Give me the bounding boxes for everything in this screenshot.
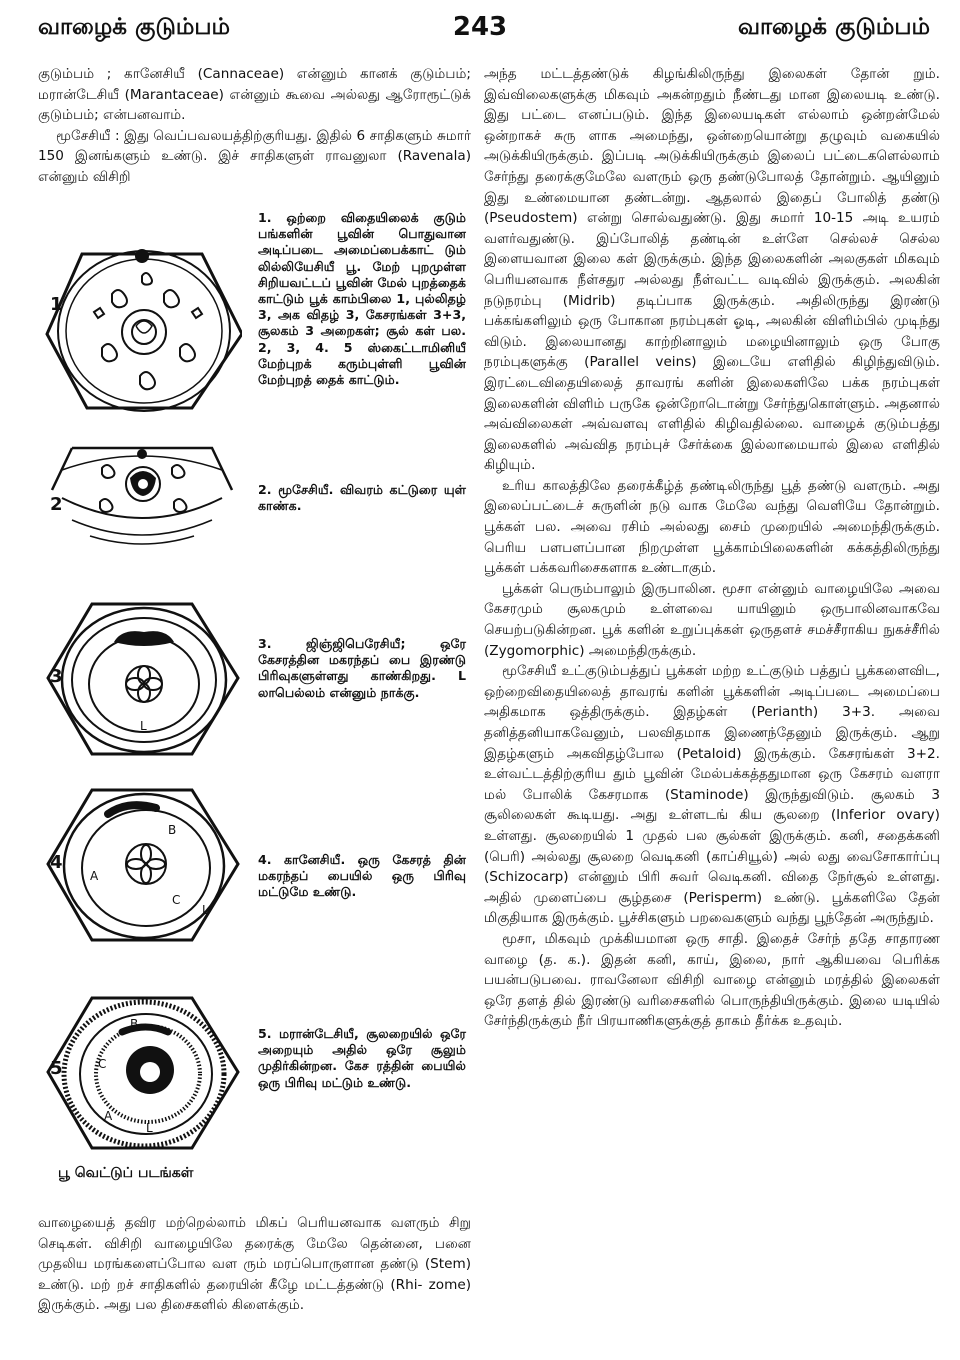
label-l: L — [140, 719, 147, 733]
paragraph: மூசேசியீ உட்குடும்பத்துப் பூக்கள் மற்ற உட்குடும் பத்துப் பூக்களைவிட, ஒற்றைவிதையிலைத் தாவரங் களின் பூக்களின் அடிப்படை அமைப்பை அதிகமாக ஒத்திருக்கும். இதழ்கள் (Perianth) 3+3. அவை தனித்தனியாகவேனும், பலவிதமாக இணைந்தேனும் இருக்கும். ஆறு இதழ்களும் அகவிதழ்போல (Petaloid) இருக்கும். கேசரங்கள் 3+2. உள்வட்டத்திற்குரிய தும் பூவின் மேல்பக்கத்ததுமான ஒரு கேசரம் வளரா மல் போலிக் கேசரமாக (Staminode) இருந்துவிடும். சூலகம் 3 சூலிலைகள் கூடியது. அது உள்ளடங் கிய சூலறை (Inferior ovary) உள்ளது. சூலறையில் 1 முதல் பல சூல்கள் இருக்கும். கனி, சதைக்கனி (பெரி) அல்லது சூலறை வெடிகனி (காப்சியூல்) அல் லது வைசோகார்ப்பு (Schizocarp) என்னும் பிரி சுவர் வெடிகனி. விதை நேர்சூல் உள்ளது. அதில் முளைப்பை சூழ்தசை (Perisperm) உண்டு. பூக்களிலே தேன் மிகுதியாக இருக்கும். பூச்சிகளும் பறவைகளும் வந்து பூந்தேன் அருந்தும். — [484, 663, 940, 927]
figure-4-diagram — [42, 784, 242, 944]
figure-4-caption: 4. கானேசியீ. ஒரு கேசரத் தின் மகரந்தப் பையில் ஒரு பிரிவு மட்டுமே உண்டு. — [258, 852, 466, 900]
figure-number: 1 — [50, 294, 63, 315]
figure-number: 4 — [50, 852, 63, 873]
figure-1-caption: 1. ஒற்றை விதையிலைக் குடும் பங்களின் பூவின் பொதுவான அடிப்படை அமைப்பைக்காட் டும் லில்லியேசியீ பூ. மேற் புறமுள்ள சிறியவட்டப் பூவின் மேல் புறத்தைக் காட்டும் பூக் காம்பிலை 1, புல்லிதழ் 3, அக விதழ் 3, கேசரங்கள் 3+3, சூலகம் 3 அறைகள்; சூல் கள் பல. 2, 3, 4. 5 ஸ்கைட்டாமினியீ மேற்புறக் கரும்புள்ளி பூவின் மேற்புறத் தைக் காட்டும். — [258, 210, 466, 388]
running-head-left: வாழைக் குடும்பம் — [38, 14, 230, 40]
figure-2-caption: 2. மூசேசியீ. விவரம் கட்டுரை யுள் காண்க. — [258, 482, 466, 514]
right-column — [484, 64, 940, 1032]
page-number: 243 — [452, 12, 508, 42]
figure-2-diagram — [42, 440, 242, 550]
figure-3-caption: 3. ஜிஞ்ஜிபெரேசியீ; ஒரே கேசரத்தின மகரந்தப் பை இரண்டு பிரிவுகளுள்ளது காண்கிறது. L லாபெல்லம் என்னும் நாக்கு. — [258, 636, 466, 700]
paragraph: குடும்பம் ; கானேசியீ (Cannaceae) என்னும் கானக் குடும்பம்; மரான்டேசியீ (Marantaceae) என்னும் கூவை அல்லது ஆரோரூட்டுக் குடும்பம்; என்பனவாம். — [38, 66, 471, 124]
running-head-right: வாழைக் குடும்பம் — [738, 14, 930, 40]
figure-5-caption: 5. மரான்டேசியீ, சூலறையில் ஒரே அறையும் அதில் ஒரே சூலும் முதிர்கின்றன. கேச ரத்தின் பையில் ஒரு பிரிவு மட்டும் உண்டு. — [258, 1026, 466, 1090]
label-l: L — [146, 1121, 153, 1135]
label-a: A — [90, 869, 99, 883]
label-b: B — [168, 823, 177, 837]
figure-number: 2 — [50, 494, 63, 515]
paragraph: மூசேசியீ : இது வெப்பவலயத்திற்குரியது. இதில் 6 சாதிகளும் சுமார் 150 இனங்களும் உண்டு. இச் சாதிகளுள் ராவனுலா (Ravenala) என்னும் விசிறி — [38, 127, 471, 185]
paragraph: மூசா, மிகவும் முக்கியமான ஒரு சாதி. இதைச் சேர்ந் ததே சாதாரண வாழை (த. க.). இதன் கனி, காய், இலை, நார் ஆகியவை பெரிக்க பயன்படுபவை. ராவனேலா விசிறி வாழை என்னும் மரத்தில் இலைகள் ஒரே தளத் தில் இரண்டு வரிசைகளில் பொருந்தியிருக்கும். இலை யடியில் சேர்ந்திருக்கும் நீர் பிரயாணிகளுக்குத் தாகம் தீர்க்க உதவும். — [484, 930, 940, 1030]
left-column-bottom — [38, 1213, 471, 1316]
figure-5-diagram — [42, 992, 242, 1152]
figure-number: 3 — [50, 666, 63, 687]
label-b: B — [130, 1017, 139, 1031]
paragraph: அந்த மட்டத்தண்டுக் கிழங்கிலிருந்து இலைகள் தோன் றும். இவ்விலைகளுக்கு மிகவும் அகன்றதும் நீண்டது மான இலையடி உண்டு. இது பட்டை எனப்படும். இந்த இலையடிகள் எல்லாம் ஒன்றன்மேல் ஒன்றாகச் சுரு ளாக அமைந்து, ஒன்றையொன்று தழுவும் வகையில் அடுக்கியிருக்கும். இப்படி அடுக்கியிருக்கும் இலைப் பட்டைகளெல்லாம் சேர்ந்து தரைக்குமேலே வளரும் ஒரு தண்டுபோலத் தோன்றும். ஆயினும் இது உண்மையான தண்டன்று. ஆதலால் இதைப் போலித் தண்டு (Pseudostem) என்று சொல்வதுண்டு. இது சுமார் 10-15 அடி உயரம் வளர்வதுண்டு. இப்போலித் தண்டின் உள்ளே செல்லச் செல்ல இளையவான இலை கள் இருக்கும். இந்த இலைகளின் அலகுகள் மிகவும் பெரியனவாக நீள்சதுர அல்லது நீள்வட்ட வடிவில் இருக்கும். அலகின் நடுநரம்பு (Midrib) தடிப்பாக இருக்கும். அதிலிருந்து இரண்டு பக்கங்களிலும் ஒரு போகான நரம்புகள் ஓடி, அலகின் விளிம்பில் முடிந்து விடும். இலையானது காற்றினாலும் மழையினாலும் ஒரு போகு நரம்புகளுக்கு (Parallel veins) இடையே எளிதில் கிழிந்துவிடும். இரட்டைவிதையிலைத் தாவரங் களின் இலைகளிலே பக்க நரம்புகள் இலைகளின் விளிம் பருகே ஒன்றோடொன்று சேர்ந்துகொள்ளும். அதனால் அவ்விலைகள் அவ்வளவு எளிதில் கிழிவதில்லை. வாழைக் குடும்பத்து இலைகளில் அவ்வித நரம்புச் சேர்க்கை இல்லாமையால் இலை எளிதில் கிழியும். — [484, 66, 940, 474]
figure-1-diagram — [42, 236, 242, 426]
paragraph: பூக்கள் பெரும்பாலும் இருபாலின. மூசா என்னும் வாழையிலே அவை கேசரமும் சூலகமும் உள்ளவை யாயினும் ஒருபாலினவாகவே செயற்படுகின்றன. பூக் களின் உறுப்புக்கள் ஒருதளச் சமச்சீராகிய நுகச்சீரில் (Zygomorphic) அமைந்திருக்கும். — [484, 580, 940, 659]
paragraph: உரிய காலத்திலே தரைக்கீழ்த் தண்டிலிருந்து பூத் தண்டு வளரும். அது இலைப்பட்டைச் சுருளின் நடு வாக மேலே வந்து வெளியே தோன்றும். பூக்கள் பல. அவை ரசிம் அல்லது சைம் முறையில் அமைந்திருக்கும். பெரிய பளபளப்பான நிறமுள்ள பூக்காம்பிலைகளின் கக்கத்திலிருந்து பூக்கள் பக்கவரிசைகளாக உண்டாகும். — [484, 477, 940, 577]
label-c: C — [172, 893, 181, 907]
label-l: L — [202, 903, 209, 917]
left-column-top — [38, 64, 471, 188]
figure-number: 5 — [50, 1058, 63, 1079]
label-c: C — [98, 1057, 107, 1071]
figure-3-diagram — [42, 598, 242, 758]
label-a: A — [104, 1109, 113, 1123]
paragraph: வாழையைத் தவிர மற்றெல்லாம் மிகப் பெரியனவாக வளரும் சிறு செடிகள். விசிறி வாழையிலே தரைக்கு மேலே தென்னை, பனை முதலிய மரங்களைப்போல வள ரும் மரப்பொருளான தண்டு (Stem) உண்டு. மற் றச் சாதிகளில் தரையின் கீழே மட்டத்தண்டு (Rhi- zome) இருக்கும். அது பல திசைகளில் கிளைக்கும். — [38, 1215, 471, 1314]
figure-title: பூ வெட்டுப் படங்கள் — [58, 1165, 194, 1181]
